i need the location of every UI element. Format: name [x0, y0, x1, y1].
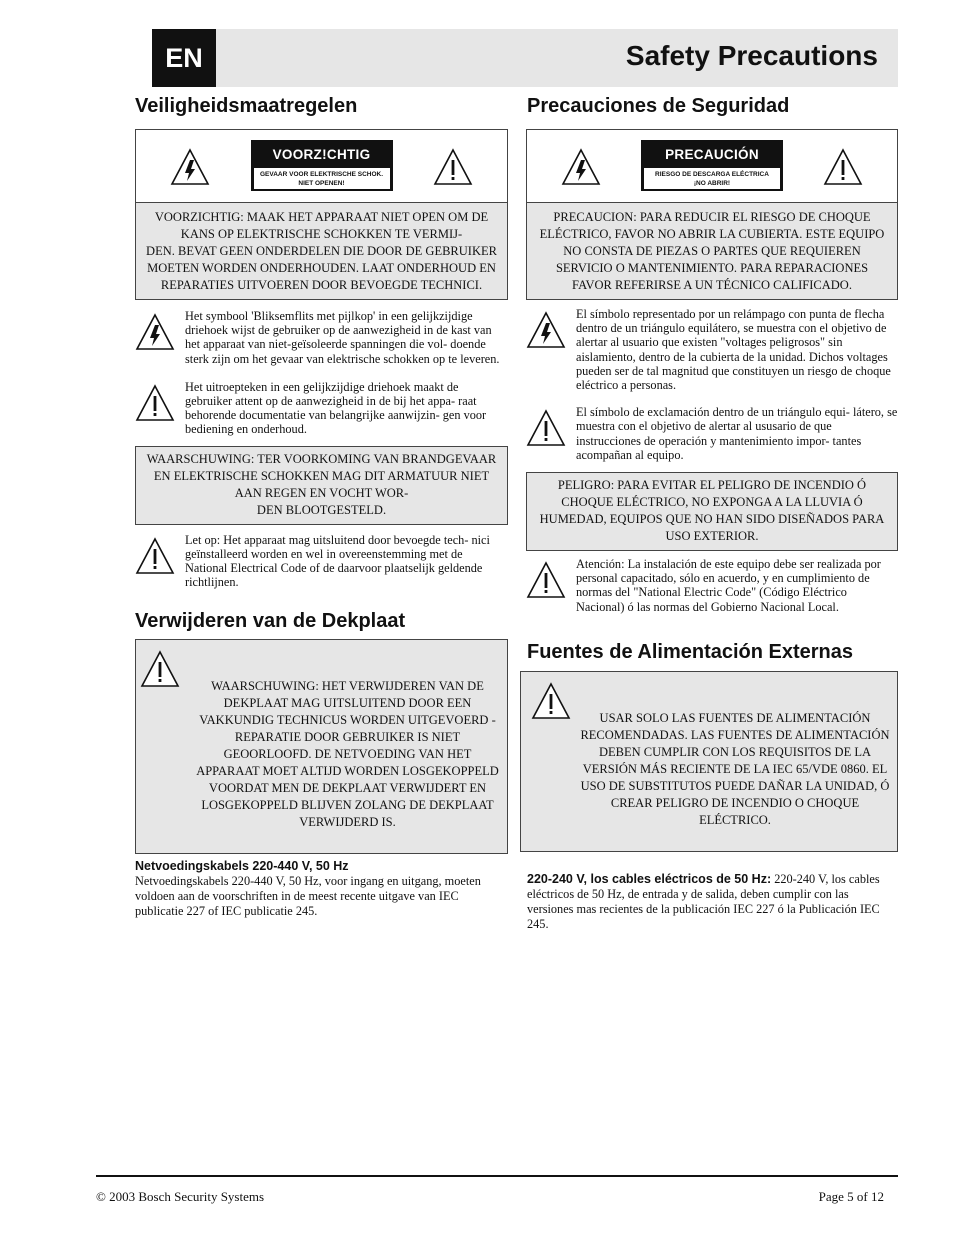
- cover-warning-box: [135, 639, 508, 854]
- caution-text: VOORZICHTIG: MAAK HET APPARAAT NIET OPEN OM DE KANS OP ELEKTRISCHE SCHOKKEN TE VERMIJ- DEN. BEVAT GEEN ONDERDELEN DIE DOOR DE GEBRUIKER MOETEN WORDEN ONDERHOUDEN. LAAT ONDERHOUD EN REPARATIES UITVOEREN DOOR BEVOEGDE TECHNICI.: [136, 203, 507, 299]
- exclamation-explanation-text: El símbolo de exclamación dentro de un triángulo equi- látero, se muestra con el objetivo de alertar al ususario de que instrucciones de operación y mantenimiento impor- tantes acompañan al equipo.: [576, 405, 898, 462]
- lightning-explanation: [135, 309, 508, 366]
- lightning-warning-icon: [135, 313, 175, 351]
- caution-block-nl: [135, 129, 508, 300]
- lightning-warning-icon: [526, 311, 566, 349]
- section-heading-cover-nl: Verwijderen van de Dekplaat: [135, 610, 406, 633]
- lightning-warning-icon: [170, 148, 210, 186]
- section-heading-safety-es: Precauciones de Seguridad: [527, 95, 790, 117]
- exclamation-warning-icon: [140, 650, 180, 688]
- page-title: Safety Precautions: [625, 40, 878, 71]
- cable-subheading-es: 220-240 V, los cables eléctricos de 50 Hz:: [527, 871, 772, 886]
- lightning-warning-icon: [561, 148, 601, 186]
- section-heading-power-es: Fuentes de Alimentación Externas: [527, 640, 854, 663]
- spanish-column: [520, 94, 898, 932]
- exclamation-warning-icon: [526, 561, 566, 599]
- exclamation-explanation: [135, 380, 508, 437]
- installation-note-text: Let op: Het apparaat mag uitsluitend door bevoegde tech- nici geïnstalleerd worden en wel in overeenstemming met de National Electrical Code of de daarvoor plaatselijk geldende richtlijnen.: [185, 532, 490, 590]
- footer-divider: [96, 1175, 898, 1177]
- page-header: [152, 29, 898, 87]
- cable-text-nl: Netvoedingskabels 220-440 V, 50 Hz, voor ingang en uitgang, moeten voldoen aan de voorschriften in de meest recente uitgave van IEC publicatie 227 of IEC publicatie 245.: [135, 874, 481, 919]
- exclamation-explanation: [526, 405, 898, 462]
- caution-label: [251, 140, 393, 191]
- dutch-column: [135, 94, 508, 919]
- caution-label-subtitle: GEVAAR VOOR ELEKTRISCHE SCHOK. NIET OPENEN!: [254, 168, 390, 189]
- caution-label-title: VOORZ!CHTIG: [272, 147, 371, 162]
- caution-label-area: [527, 130, 897, 203]
- language-badge: EN: [152, 29, 216, 87]
- installation-note: [526, 557, 898, 614]
- lightning-explanation-text: El símbolo representado por un relámpago con punta de flecha dentro de un triángulo equilátero, se muestra con el objetivo de alertar al usuario que existen "voltages peligrosos" sin aislamiento, dentro de la cubierta de la unidad. Dichos voltages pueden ser de tal magnitud que constituyen un riesgo de choque eléctrico a personas.: [576, 307, 891, 393]
- cover-warning-text: WAARSCHUWING: HET VERWIJDEREN VAN DE DEKPLAAT MAG UITSLUITEND DOOR EEN VAKKUNDIG TECHNICUS WORDEN UITGEVOERD - REPARATIE DOOR GEBRUIKER IS NIET GEOORLOOFD. DE NETVOEDING VAN HET APPARAAT MOET ALTIJD WORDEN LOSGEKOPPELD VOORDAT MEN DE DEKPLAAT VERWIJDERT EN LOSGEKOPPELD BLIJVEN ZOLANG DE DEKPLAAT VERWIJDERD IS.: [196, 679, 499, 830]
- power-warning-text: USAR SOLO LAS FUENTES DE ALIMENTACIÓN RECOMENDADAS. LAS FUENTES DE ALIMENTACIÓN DEBEN CUMPLIR CON LOS REQUISITOS DE LA VERSIÓN MÁS RECIENTE DE LA IEC 65/VDE 0860. EL USO DE SUBSTITUTOS PUEDE DAÑAR LA UNIDAD, Ó CREAR PELIGRO DE INCENDIO O CHOQUE ELÉCTRICO.: [580, 710, 890, 827]
- caution-block-es: [526, 129, 898, 300]
- exclamation-warning-icon: [526, 409, 566, 447]
- rain-warning-box: PELIGRO: PARA EVITAR EL PELIGRO DE INCENDIO Ó CHOQUE ELÉCTRICO, NO EXPONGA A LA LLUVIA Ó HUMEDAD, EQUIPOS QUE NO HAN SIDO DISEÑADOS PARA USO EXTERIOR.: [526, 472, 898, 551]
- cable-subheading-nl: Netvoedingskabels 220-440 V, 50 Hz: [135, 859, 349, 874]
- footer-copyright: © 2003 Bosch Security Systems: [96, 1189, 265, 1204]
- caution-label-area: [136, 130, 507, 203]
- installation-note: [135, 533, 508, 590]
- section-heading-safety-nl: Veiligheidsmaatregelen: [135, 95, 358, 117]
- exclamation-warning-icon: [135, 384, 175, 422]
- exclamation-warning-icon: [135, 537, 175, 575]
- exclamation-warning-icon: [823, 148, 863, 186]
- exclamation-warning-icon: [531, 682, 571, 720]
- power-warning-box: [520, 671, 898, 852]
- exclamation-warning-icon: [433, 148, 473, 186]
- cable-text-es: 220-240 V, los cables eléctricos de 50 Hz, de entrada y de salida, deben cumplir con las versiones mas recientes de la publicación IEC 227 ó la Publicación IEC 245.: [527, 871, 880, 931]
- caution-label: [641, 140, 783, 191]
- rain-warning-box: WAARSCHUWING: TER VOORKOMING VAN BRANDGEVAAR EN ELEKTRISCHE SCHOKKEN MAG DIT ARMATUUR NIET AAN REGEN EN VOCHT WOR- DEN BLOOTGESTELD.: [135, 446, 508, 525]
- caution-label-subtitle: RIESGO DE DESCARGA ELÉCTRICA ¡NO ABRIR!: [644, 168, 780, 189]
- installation-note-text: Atención: La instalación de este equipo debe ser realizada por personal capacitado, sólo en acuerdo, y en cumplimiento de normas del "National Electric Code" (Código Eléctrico Nacional) ó las normas del Gobierno Nacional Local.: [576, 557, 881, 614]
- lightning-explanation-text: Het symbool 'Bliksemflits met pijlkop' in een gelijkzijdige driehoek wijst de gebruiker op de aanwezigheid in de kast van het apparaat van niet-geïsoleerde spanningen die vol- doende sterk zijn om het gevaar van elektrische schokken op te leveren.: [185, 309, 500, 366]
- exclamation-explanation-text: Het uitroepteken in een gelijkzijdige driehoek maakt de gebruiker attent op de aanwezigheid in de bij het appa- raat behorende documentatie van belangrijke aanwijzin- gen voor bediening en onderhoud.: [185, 379, 487, 437]
- caution-label-title: PRECAUCIÓN: [665, 147, 759, 162]
- lightning-explanation: [526, 307, 898, 392]
- cable-paragraph-es: [527, 872, 898, 932]
- caution-text: PRECAUCION: PARA REDUCIR EL RIESGO DE CHOQUE ELÉCTRICO, FAVOR NO ABRIR LA CUBIERTA. ESTE EQUIPO NO CONSTA DE PIEZAS O PARTES QUE REQUIEREN SERVICIO O MANTENIMIENTO. PARA REPARACIONES FAVOR REFERIRSE A UN TÉCNICO CALIFICADO.: [527, 203, 897, 299]
- footer-page-number: Page 5 of 12: [818, 1189, 884, 1204]
